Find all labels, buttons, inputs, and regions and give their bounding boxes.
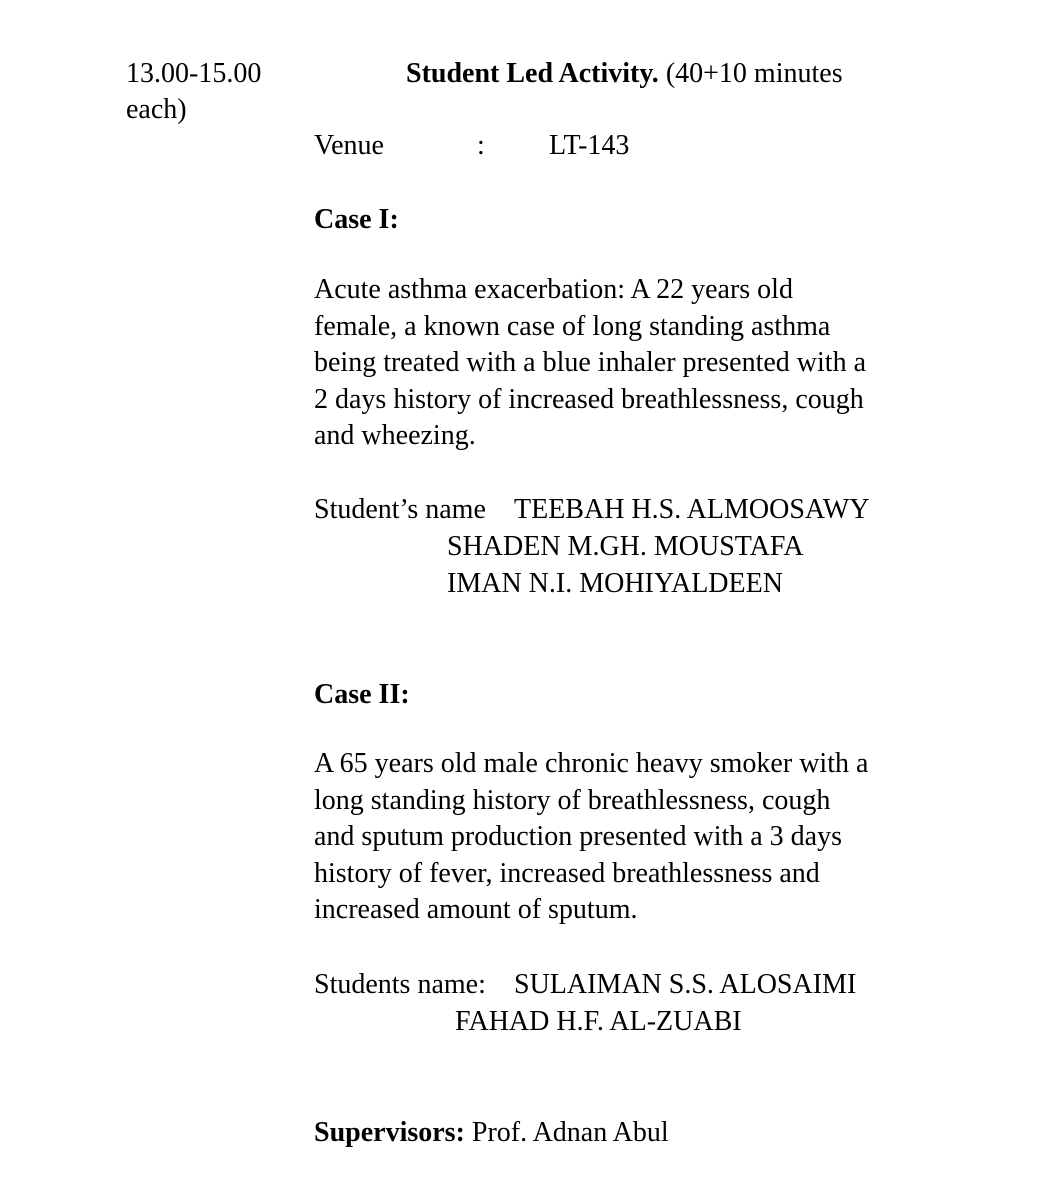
case2-description-line: history of fever, increased breathlessness and <box>314 857 820 889</box>
session-time: 13.00-15.00 <box>126 58 262 89</box>
session-time-continued: each) <box>126 94 187 125</box>
case2-heading: Case II: <box>314 679 410 710</box>
supervisors-line <box>314 1119 669 1147</box>
venue-separator: : <box>477 130 485 161</box>
case2-students-label: Students name: <box>314 969 486 1000</box>
case1-description-line: 2 days history of increased breathlessness, cough <box>314 383 864 415</box>
case1-description-line: Acute asthma exacerbation: A 22 years old <box>314 274 793 305</box>
case2-student-name: FAHAD H.F. AL-ZUABI <box>455 1006 742 1037</box>
activity-title: Student Led Activity. <box>406 58 659 89</box>
case2-student-name: SULAIMAN S.S. ALOSAIMI <box>514 969 857 1000</box>
case1-student-name: SHADEN M.GH. MOUSTAFA <box>447 531 804 562</box>
case1-student-name: TEEBAH H.S. ALMOOSAWY <box>514 494 870 525</box>
case1-heading: Case I: <box>314 204 399 235</box>
supervisors-label: Supervisors: <box>314 1117 465 1148</box>
case1-student-name: IMAN N.I. MOHIYALDEEN <box>447 568 783 599</box>
case1-description-line: being treated with a blue inhaler presented with a <box>314 347 867 379</box>
case2-description <box>314 746 868 929</box>
case2-description-line: long standing history of breathlessness, cough <box>314 784 831 816</box>
supervisors-value: Prof. Adnan Abul <box>471 1117 669 1148</box>
case1-description <box>314 272 866 455</box>
venue-label: Venue <box>314 130 384 161</box>
case1-students-label: Student’s name <box>314 494 486 525</box>
activity-heading <box>406 60 843 88</box>
case2-description-line: A 65 years old male chronic heavy smoker with a <box>314 748 869 779</box>
case1-description-line: and wheezing. <box>314 420 476 452</box>
activity-duration: (40+10 minutes <box>665 58 843 89</box>
case2-description-line: and sputum production presented with a 3 days <box>314 821 843 853</box>
case1-description-line: female, a known case of long standing asthma <box>314 310 831 342</box>
venue-value: LT-143 <box>549 130 630 161</box>
case2-description-line: increased amount of sputum. <box>314 894 638 926</box>
